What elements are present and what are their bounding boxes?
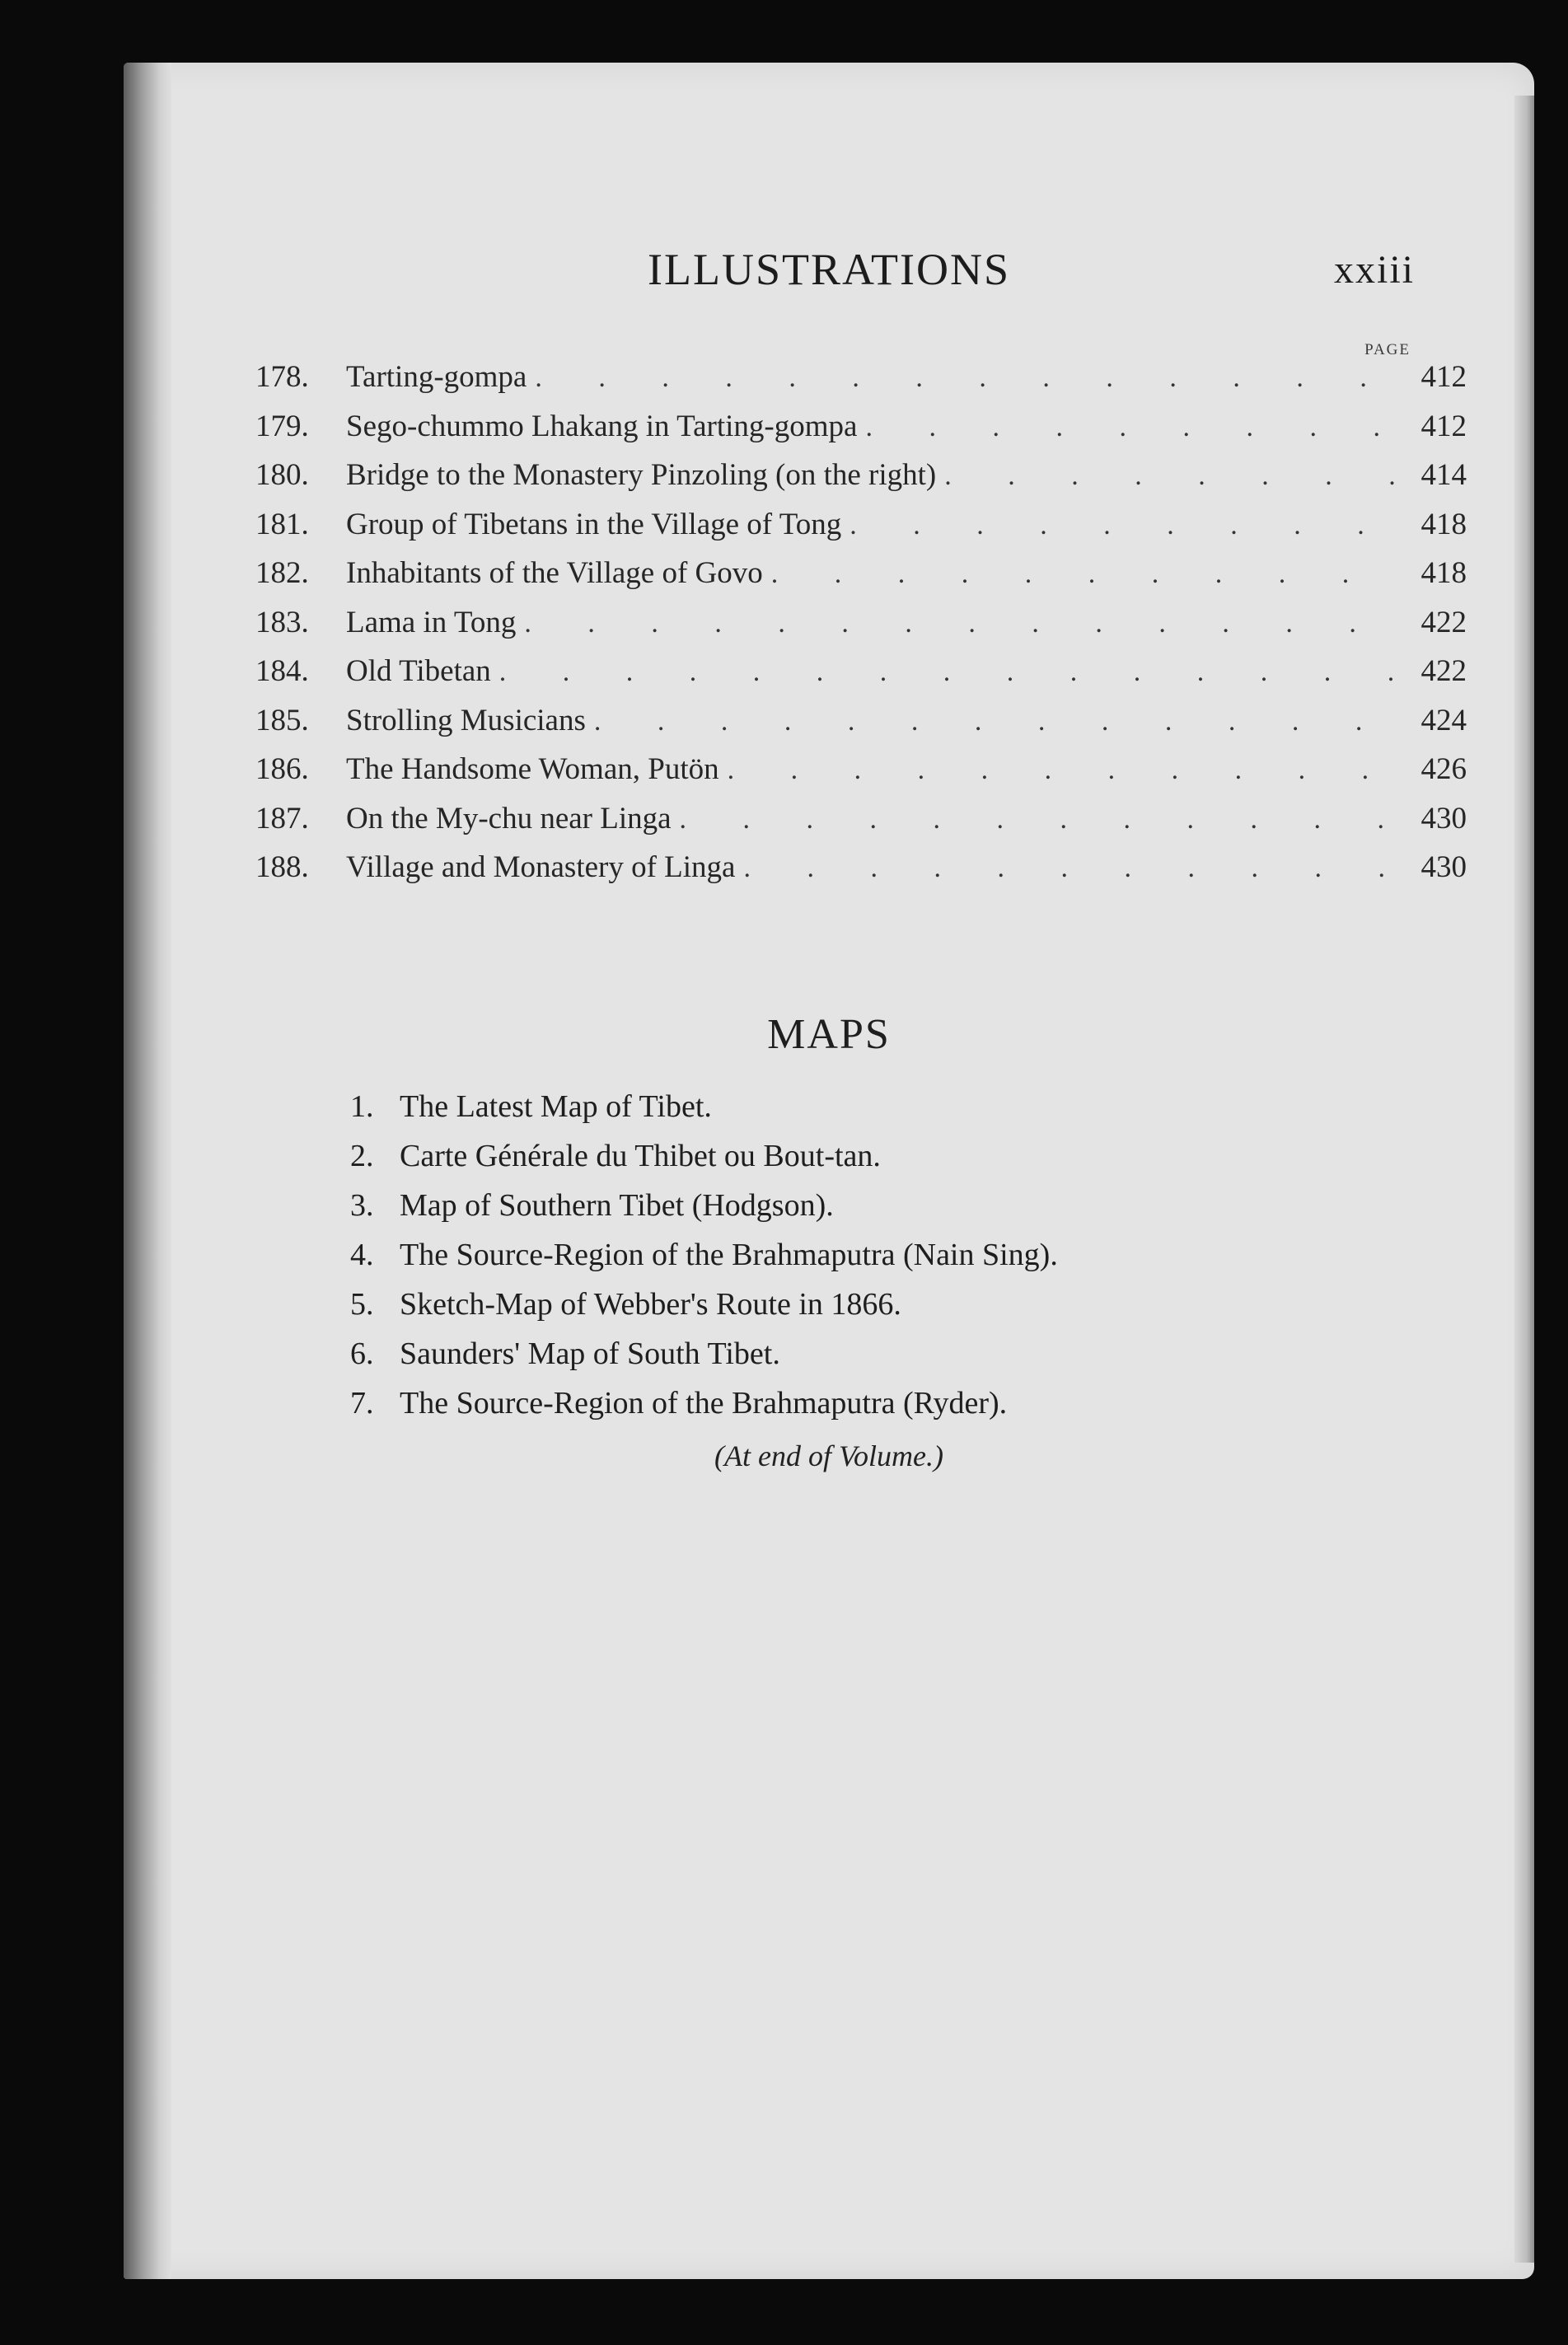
- book-page: [124, 63, 1534, 2279]
- item-title: Map of Southern Tibet (Hodgson).: [400, 1188, 834, 1223]
- list-item: [255, 703, 1467, 752]
- dot-leader: [850, 510, 1401, 541]
- page-edge-shadow: [1514, 96, 1534, 2263]
- maps-list: [350, 1088, 1058, 1435]
- list-item: [350, 1237, 1058, 1286]
- item-number: 186.: [255, 752, 309, 786]
- item-page: 430: [1421, 850, 1467, 884]
- item-page: 412: [1421, 409, 1467, 443]
- illustrations-list: [255, 359, 1467, 899]
- item-page: 422: [1421, 605, 1467, 639]
- item-title: Saunders' Map of South Tibet.: [400, 1336, 780, 1371]
- item-number: 182.: [255, 556, 309, 590]
- item-page: 418: [1421, 507, 1467, 541]
- item-title: Carte Générale du Thibet ou Bout-tan.: [400, 1139, 881, 1173]
- item-number: 179.: [255, 409, 309, 443]
- item-number: 5.: [350, 1287, 374, 1322]
- list-item: [255, 457, 1467, 507]
- item-title: Inhabitants of the Village of Govo: [346, 556, 763, 590]
- item-title: The Source-Region of the Brahmaputra (Ryder).: [400, 1386, 1008, 1421]
- dot-leader: [944, 461, 1401, 492]
- dot-leader: [743, 853, 1401, 884]
- item-page: 414: [1421, 458, 1467, 492]
- list-item: [255, 555, 1467, 605]
- item-title: Sego-chummo Lhakang in Tarting-gompa: [346, 409, 858, 443]
- maps-note: (At end of Volume.): [714, 1439, 943, 1472]
- list-item: [350, 1385, 1058, 1435]
- item-page: 418: [1421, 556, 1467, 590]
- page-spine-shadow: [124, 63, 171, 2279]
- item-number: 6.: [350, 1336, 374, 1371]
- item-number: 1.: [350, 1089, 374, 1124]
- item-number: 184.: [255, 654, 309, 688]
- list-item: [350, 1336, 1058, 1385]
- item-title: The Latest Map of Tibet.: [400, 1089, 712, 1124]
- item-page: 422: [1421, 654, 1467, 688]
- item-number: 180.: [255, 458, 309, 492]
- item-title: Group of Tibetans in the Village of Tong: [346, 507, 842, 541]
- item-title: Lama in Tong: [346, 605, 517, 639]
- dot-leader: [499, 657, 1401, 688]
- list-item: [255, 751, 1467, 801]
- item-number: 4.: [350, 1238, 374, 1272]
- dot-leader: [680, 804, 1401, 835]
- item-page: 426: [1421, 752, 1467, 786]
- item-number: 2.: [350, 1139, 374, 1173]
- list-item: [255, 359, 1467, 409]
- item-page: 430: [1421, 801, 1467, 835]
- list-item: [350, 1187, 1058, 1237]
- dot-leader: [524, 608, 1401, 639]
- item-title: The Handsome Woman, Putön: [346, 752, 719, 786]
- list-item: [255, 507, 1467, 556]
- item-title: Sketch-Map of Webber's Route in 1866.: [400, 1287, 901, 1322]
- list-item: [350, 1286, 1058, 1336]
- item-number: 178.: [255, 360, 309, 394]
- item-number: 181.: [255, 507, 309, 541]
- item-page: 424: [1421, 703, 1467, 737]
- item-number: 3.: [350, 1188, 374, 1223]
- maps-heading: MAPS: [767, 1011, 891, 1058]
- dot-leader: [535, 363, 1401, 394]
- item-title: Old Tibetan: [346, 654, 491, 688]
- list-item: [350, 1138, 1058, 1187]
- item-title: Tarting-gompa: [346, 360, 527, 394]
- item-number: 183.: [255, 605, 309, 639]
- list-item: [255, 801, 1467, 850]
- page-number: xxiii: [1333, 248, 1415, 292]
- item-title: Bridge to the Monastery Pinzoling (on the right): [346, 458, 937, 492]
- item-title: Strolling Musicians: [346, 703, 586, 737]
- page-title: ILLUSTRATIONS: [648, 245, 1010, 294]
- item-page: 412: [1421, 360, 1467, 394]
- page-column-label: PAGE: [1364, 341, 1411, 358]
- item-title: On the My-chu near Linga: [346, 801, 672, 835]
- list-item: [350, 1088, 1058, 1138]
- item-number: 185.: [255, 703, 309, 737]
- list-item: [255, 653, 1467, 703]
- item-number: 188.: [255, 850, 309, 884]
- dot-leader: [594, 706, 1401, 737]
- dot-leader: [771, 559, 1401, 590]
- dot-leader: [728, 755, 1401, 786]
- item-number: 7.: [350, 1386, 374, 1421]
- item-title: Village and Monastery of Linga: [346, 850, 736, 884]
- list-item: [255, 409, 1467, 458]
- item-number: 187.: [255, 801, 309, 835]
- dot-leader: [865, 412, 1401, 443]
- list-item: [255, 850, 1467, 899]
- list-item: [255, 605, 1467, 654]
- item-title: The Source-Region of the Brahmaputra (Nain Sing).: [400, 1238, 1058, 1272]
